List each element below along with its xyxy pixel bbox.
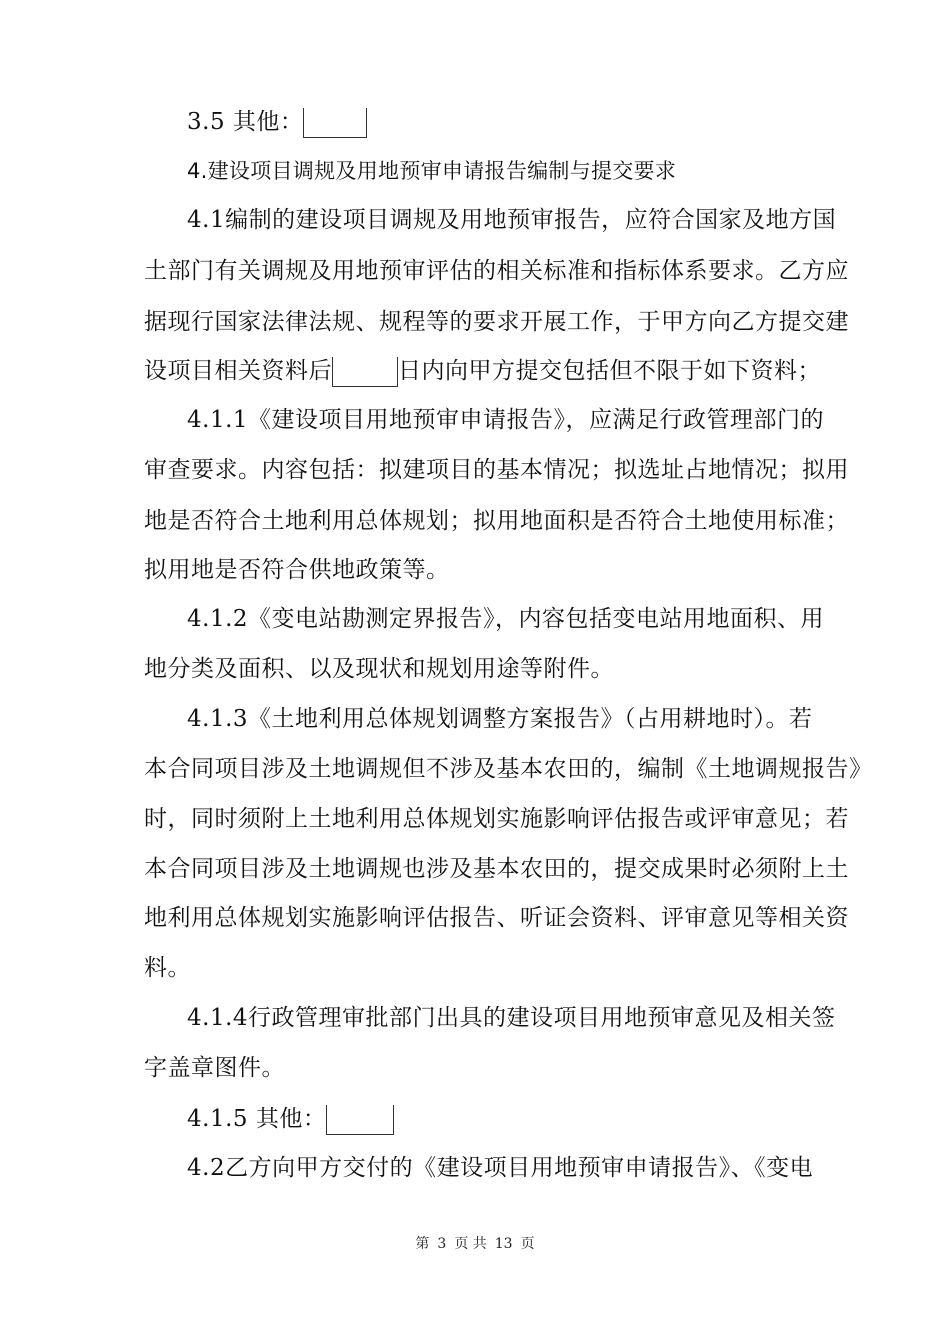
- footer-suffix: 页: [520, 1236, 535, 1252]
- paragraph-line: 地利用总体规划实施影响评估报告、听证会资料、评审意见等相关资: [144, 905, 849, 931]
- paragraph-line: 据现行国家法律法规、规程等的要求开展工作，于甲方向乙方提交建: [144, 309, 849, 335]
- text-segment: 日内向甲方提交包括但不限于如下资料；: [398, 358, 821, 384]
- paragraph-line: 拟用地是否符合供地政策等。: [144, 557, 450, 583]
- paragraph-line: 4.1编制的建设项目调规及用地预审报告，应符合国家及地方国: [187, 207, 837, 233]
- paragraph-line: 地是否符合土地利用总体规划；拟用地面积是否符合土地使用标准；: [144, 508, 849, 534]
- footer-prefix: 第: [415, 1236, 430, 1252]
- blank-field[interactable]: [332, 357, 398, 387]
- clause-label: 3.5 其他：: [187, 109, 304, 135]
- footer-mid: 页 共: [454, 1236, 487, 1252]
- clause-3-5: [187, 107, 367, 138]
- section-heading-4: 4.建设项目调规及用地预审申请报告编制与提交要求: [187, 159, 677, 183]
- paragraph-line: 地分类及面积、以及现状和规划用途等附件。: [144, 656, 614, 682]
- blank-field[interactable]: [326, 1105, 394, 1135]
- paragraph-line: 审查要求。内容包括：拟建项目的基本情况；拟选址占地情况；拟用: [144, 457, 849, 483]
- paragraph-line: 料。: [144, 955, 191, 981]
- text-segment: 设项目相关资料后: [144, 358, 332, 384]
- paragraph-line-with-blank: [144, 356, 821, 387]
- blank-field[interactable]: [303, 108, 367, 138]
- clause-label: 4.1.5 其他：: [187, 1106, 327, 1132]
- paragraph-line: 4.2乙方向甲方交付的《建设项目用地预审申请报告》、《变电: [187, 1155, 814, 1181]
- clause-4-1-5: [187, 1104, 394, 1135]
- total-pages: 13: [494, 1236, 513, 1252]
- paragraph-line: 本合同项目涉及土地调规但不涉及基本农田的，编制《土地调规报告》: [144, 756, 873, 782]
- paragraph-line: 4.1.2《变电站勘测定界报告》，内容包括变电站用地面积、用: [187, 606, 825, 632]
- paragraph-line: 4.1.3《土地利用总体规划调整方案报告》（占用耕地时）。若: [187, 706, 813, 732]
- current-page-number: 3: [437, 1236, 447, 1252]
- paragraph-line: 时，同时须附上土地利用总体规划实施影响评估报告或评审意见；若: [144, 806, 849, 832]
- paragraph-line: 4.1.1《建设项目用地预审申请报告》，应满足行政管理部门的: [187, 407, 825, 433]
- paragraph-line: 4.1.4行政管理审批部门出具的建设项目用地预审意见及相关签: [187, 1005, 836, 1031]
- paragraph-line: 字盖章图件。: [144, 1055, 285, 1081]
- paragraph-line: 本合同项目涉及土地调规也涉及基本农田的，提交成果时必须附上土: [144, 856, 849, 882]
- paragraph-line: 土部门有关调规及用地预审评估的相关标准和指标体系要求。乙方应: [144, 258, 849, 284]
- page-footer: [0, 1235, 950, 1253]
